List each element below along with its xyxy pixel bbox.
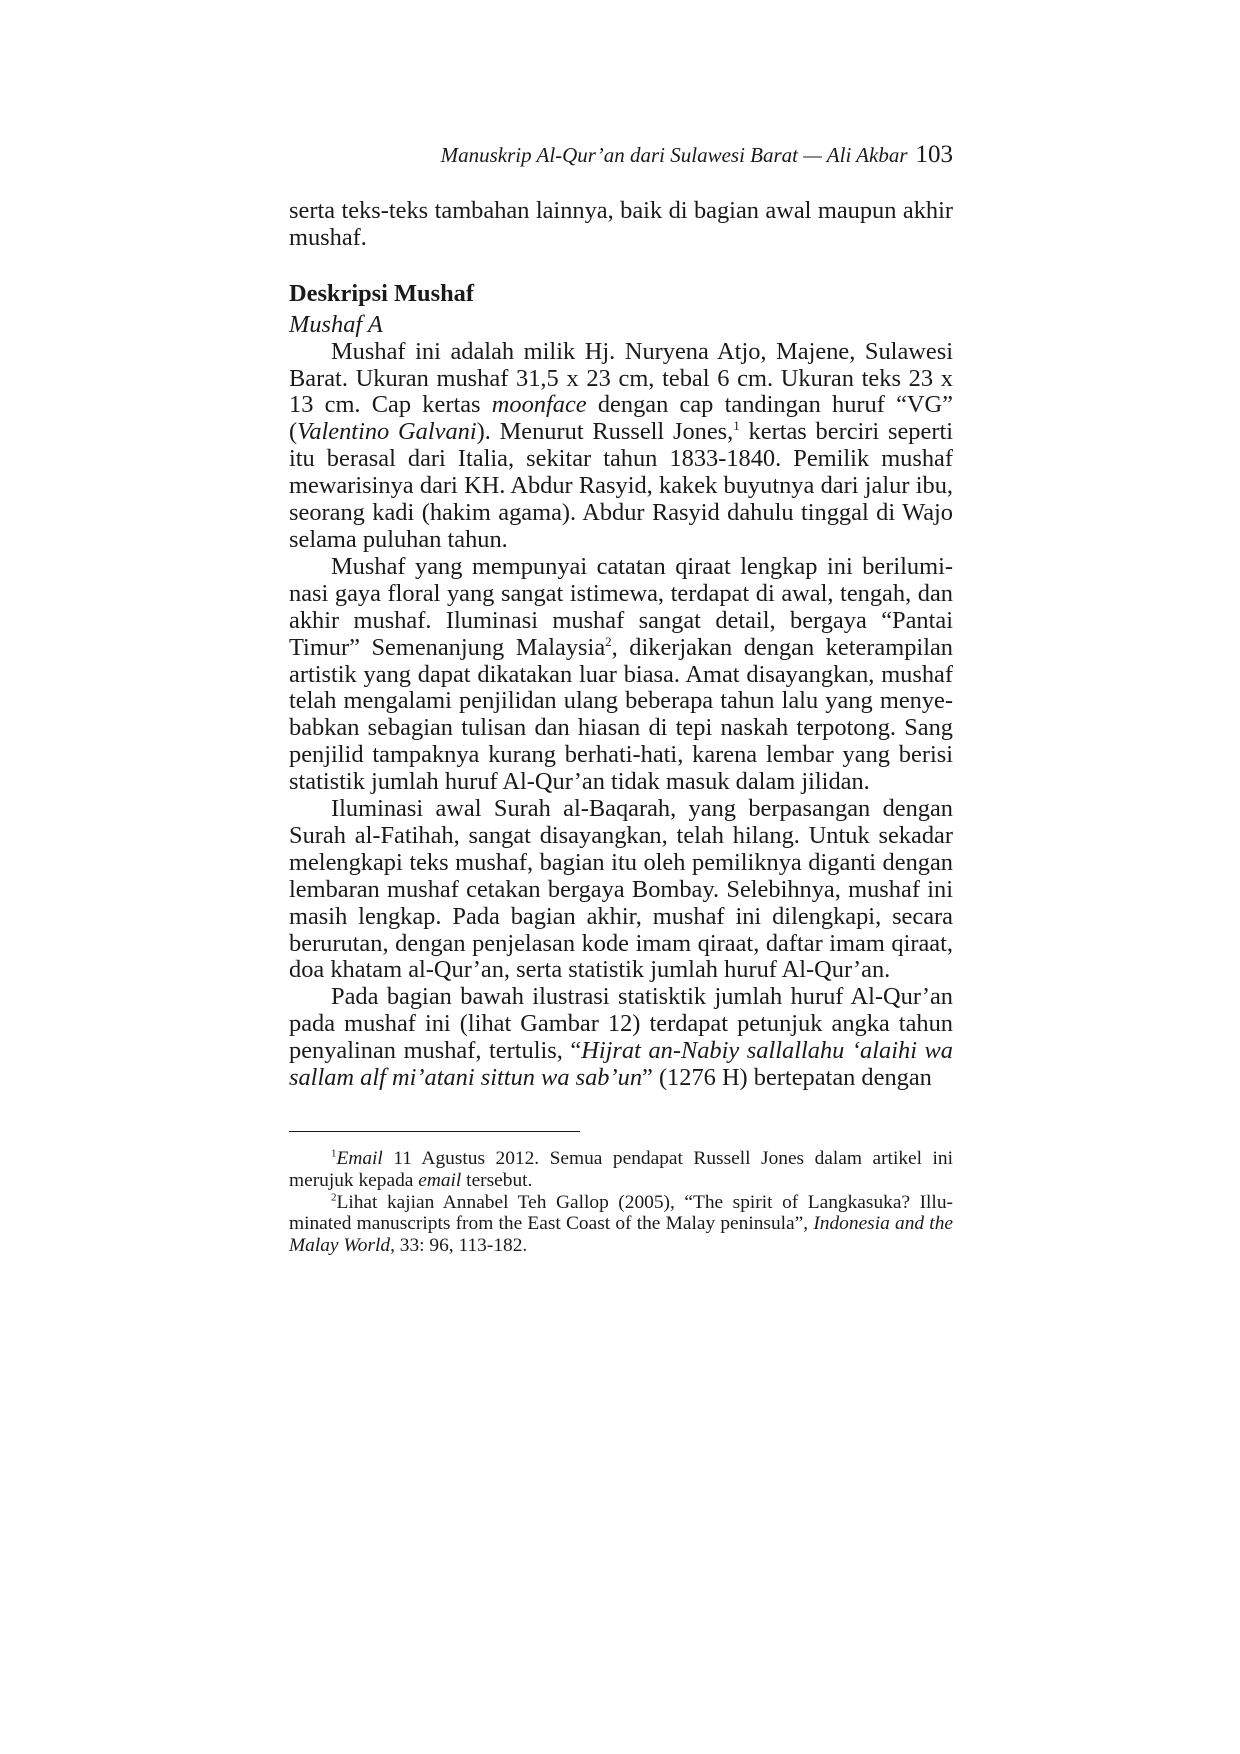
subsection-heading: Mushaf A xyxy=(289,310,383,338)
paragraph: Iluminasi awal Surah al-Baqarah, yang berpasangan dengan Surah al-Fatihah, sangat disayangkan, telah hilang. Untuk sekadar melengkapi teks mushaf, bagian itu oleh pemiliknya diganti dengan lembaran mushaf cetakan bergaya Bombay. Selebihnya, mushaf ini masih lengkap. Pada bagian akhir, mushaf ini dilengkapi, secara berurutan, dengan penjelasan kode imam qiraat, daftar imam qiraat, doa khatam al-Qur’an, serta statistik jumlah huruf Al-Qur’an. xyxy=(289,795,953,984)
paragraph-continued: serta teks-teks tambahan lainnya, baik di bagian awal maupun akhir mushaf. xyxy=(289,197,953,251)
footnotes xyxy=(289,1148,953,1257)
section-heading: Deskripsi Mushaf xyxy=(289,279,474,307)
text-run: , 33: 96, 113-182. xyxy=(390,1235,528,1257)
paragraph xyxy=(289,339,953,554)
text-run: kertas berciri seperti itu berasal dari Italia, sekitar tahun 1833-1840. Pemilik mushaf mewarisinya dari KH. Abdur Rasyid, kakek buyutnya dari jalur ibu, seorang kadi (hakim agama). Abdur Rasyid dahulu tinggal di Wajo selama puluhan tahun. xyxy=(289,418,953,553)
italic-term: moonface xyxy=(491,391,587,419)
italic-term: Email xyxy=(336,1148,383,1169)
text-run: Pada bagian bawah ilustrasi statisktik jumlah huruf Al-Qur’an pada mushaf ini (lihat Gambar 12) terdapat petunjuk angka tahun penyalinan mushaf, tertulis, “ xyxy=(289,983,953,1065)
footnote-1 xyxy=(289,1148,953,1192)
footnote-number: 1 xyxy=(331,1147,337,1160)
page-number: 103 xyxy=(915,141,953,168)
running-header xyxy=(289,138,953,175)
text-run: 11 Agustus 2012. Semua pendapat Russell Jones dalam artikel ini merujuk kepada xyxy=(289,1148,953,1191)
paragraph xyxy=(289,554,953,796)
document-page xyxy=(289,0,953,1754)
italic-term: Valentino Galvani xyxy=(297,418,477,446)
italic-term: email xyxy=(418,1169,462,1191)
text-run: Mushaf yang mempunyai catatan qiraat lengkap ini beriluminasi gaya floral yang sangat istimewa, terdapat di awal, tengah, dan akhir mushaf. Iluminasi mushaf sangat detail, bergaya “Pantai Timur” Semenanjung Malaysia xyxy=(289,552,953,661)
italic-title: Indonesia and the Malay World xyxy=(289,1213,953,1257)
italic-quote: Hijrat an-Nabiy sallallahu ‘alaihi wa sallam alf mi’atani sittun wa sab’un xyxy=(289,1037,953,1092)
footnote-divider xyxy=(289,1131,580,1132)
footnote-2 xyxy=(289,1192,953,1257)
text-run: ” (1276 H) bertepatan dengan xyxy=(642,1064,932,1092)
body-text xyxy=(289,198,953,1092)
running-head-title: Manuskrip Al-Qur’an dari Sulawesi Barat — Ali Akbar xyxy=(440,143,908,167)
footnote-ref-2[interactable]: 2 xyxy=(605,633,612,649)
footnote-number: 2 xyxy=(331,1191,337,1204)
text-run: Lihat kajian Annabel Teh Gallop (2005), “The spirit of Langkasuka? Illuminated manuscripts from the East Coast of the Malay peninsula”, xyxy=(289,1191,953,1235)
text-run: dengan cap tandingan huruf “VG” ( xyxy=(289,391,953,446)
text-run: ). Menurut Russell Jones, xyxy=(476,418,734,446)
text-run: Mushaf ini adalah milik Hj. Nuryena Atjo, Majene, Sulawesi Barat. Ukuran mushaf 31,5 x 23 cm, tebal 6 cm. Ukuran teks 23 x 13 cm. Cap kertas xyxy=(289,337,953,419)
footnote-ref-1[interactable]: 1 xyxy=(733,418,740,434)
text-run: , dikerjakan dengan keterampilan artistik yang dapat dikatakan luar biasa. Amat disayangkan, mushaf telah mengalami penjilidan ulang beberapa tahun lalu yang menyebabkan sebagian tulisan dan hiasan di tepi naskah terpotong. Sang penjilid tampaknya kurang berhati-hati, karena lembar yang berisi statistik jumlah huruf Al-Qur’an tidak masuk dalam jilidan. xyxy=(289,633,953,796)
text-run: tersebut. xyxy=(461,1169,533,1191)
paragraph xyxy=(289,984,953,1092)
